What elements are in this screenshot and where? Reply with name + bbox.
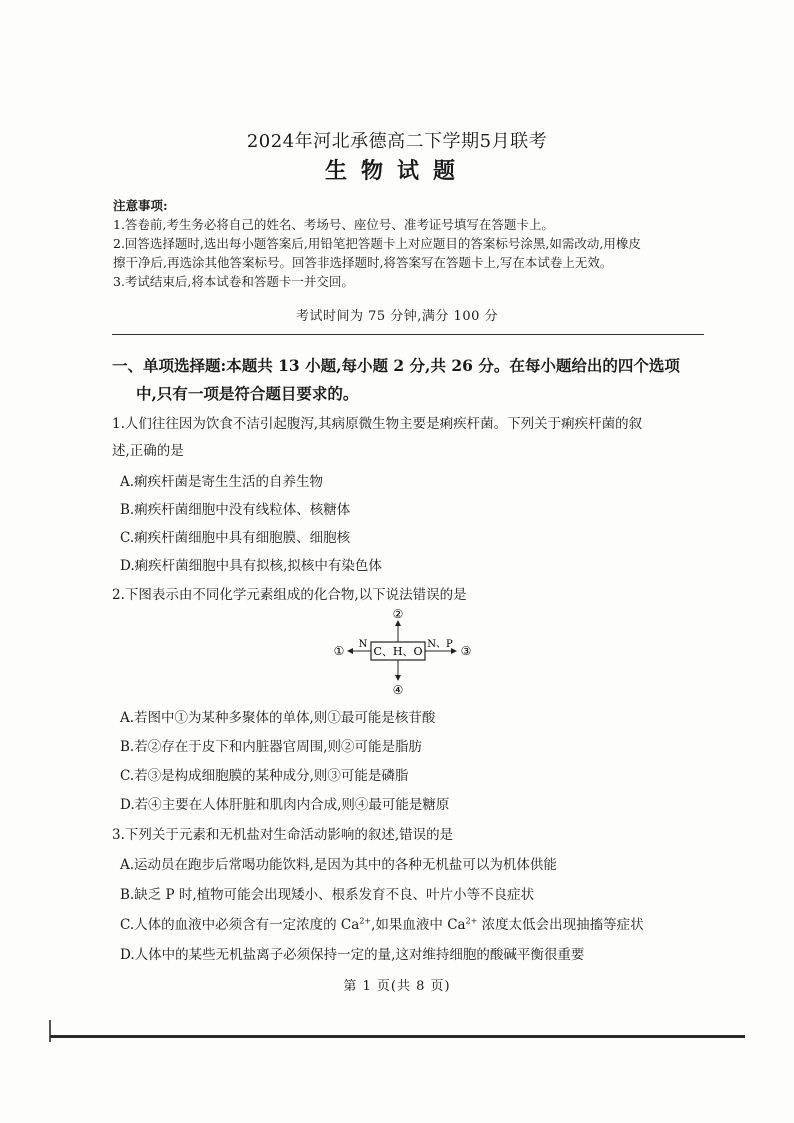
scan-edge-mark — [49, 1020, 51, 1042]
question-1-stem-line1: 1.人们往往因为饮食不洁引起腹泻,其病原微生物主要是痢疾杆菌。下列关于痢疾杆菌的叙 — [112, 416, 643, 432]
option-c-text-1: C.人体的血液中必须含有一定浓度的 Ca — [120, 917, 360, 933]
exam-title: 2024年河北承德高二下学期5月联考 — [246, 131, 548, 152]
question-1-option-a: A.痢疾杆菌是寄生生活的自养生物 — [120, 474, 324, 490]
notes-item: 3.考试结束后,将本试卷和答题卡一并交回。 — [113, 274, 354, 289]
question-1-option-d: D.痢疾杆菌细胞中具有拟核,拟核中有染色体 — [120, 558, 382, 574]
notes-item: 2.回答选择题时,选出每小题答案后,用铅笔把答题卡上对应题目的答案标号涂黑,如需改动,用橡皮 — [113, 236, 641, 251]
right-element-label: N、P — [427, 639, 453, 650]
label-1: ① — [333, 644, 345, 658]
element-compound-diagram — [330, 605, 490, 695]
notes-heading: 注意事项: — [113, 198, 168, 213]
arrowhead-left — [347, 648, 353, 654]
notes-item: 1.答卷前,考生务必将自己的姓名、考场号、座位号、准考证号填写在答题卡上。 — [113, 217, 554, 232]
question-3-option-c — [120, 913, 644, 933]
question-3-stem: 3.下列关于元素和无机盐对生命活动影响的叙述,错误的是 — [112, 827, 454, 843]
label-4: ④ — [392, 683, 404, 695]
option-c-sup-2: 2+ — [465, 916, 478, 926]
label-3: ③ — [460, 644, 472, 658]
exam-time-info: 考试时间为 75 分钟,满分 100 分 — [295, 309, 499, 324]
question-2-option-a: A.若图中①为某种多聚体的单体,则①最可能是核苷酸 — [120, 710, 436, 726]
section-heading — [112, 352, 712, 408]
subject-title: 生物试题 — [324, 158, 469, 184]
question-2-option-c: C.若③是构成细胞膜的某种成分,则③可能是磷脂 — [120, 768, 409, 784]
question-3-option-a: A.运动员在跑步后常喝功能饮料,是因为其中的各种无机盐可以为机体供能 — [120, 857, 557, 873]
question-1-stem-line2: 述,正确的是 — [112, 443, 184, 459]
question-3-option-d: D.人体中的某些无机盐离子必须保持一定的量,这对维持细胞的酸碱平衡很重要 — [120, 947, 585, 963]
page-footer: 第 1 页(共 8 页) — [343, 979, 451, 994]
option-c-text-3: 浓度太低会出现抽搐等症状 — [477, 917, 644, 933]
question-1-option-b: B.痢疾杆菌细胞中没有线粒体、核糖体 — [120, 502, 351, 518]
question-3-option-b: B.缺乏 P 时,植物可能会出现矮小、根系发育不良、叶片小等不良症状 — [120, 887, 535, 903]
center-label: C、H、O — [373, 645, 423, 658]
option-c-text-2: ,如果血液中 Ca — [371, 917, 466, 933]
question-2-option-d: D.若④主要在人体肝脏和肌肉内合成,则④最可能是糖原 — [120, 797, 450, 813]
section-heading-line1: 一、单项选择题:本题共 13 小题,每小题 2 分,共 26 分。在每小题给出的四个选项 — [112, 356, 680, 375]
question-2-option-b: B.若②存在于皮下和内脏器官周围,则②可能是脂肪 — [120, 739, 423, 755]
question-2-stem: 2.下图表示由不同化学元素组成的化合物,以下说法错误的是 — [112, 587, 467, 603]
notes-item: 擦干净后,再选涂其他答案标号。回答非选择题时,将答案写在答题卡上,写在本试卷上无效。 — [113, 255, 613, 270]
option-c-sup-1: 2+ — [359, 916, 372, 926]
notes-section — [113, 196, 703, 291]
left-element-label: N — [358, 639, 368, 650]
divider-line — [112, 334, 704, 335]
label-2: ② — [392, 607, 404, 621]
arrowhead-down — [395, 675, 401, 681]
section-heading-line2: 中,只有一项是符合题目要求的。 — [136, 384, 359, 403]
question-1-option-c: C.痢疾杆菌细胞中具有细胞膜、细胞核 — [120, 530, 351, 546]
scan-bottom-line — [50, 1035, 745, 1038]
